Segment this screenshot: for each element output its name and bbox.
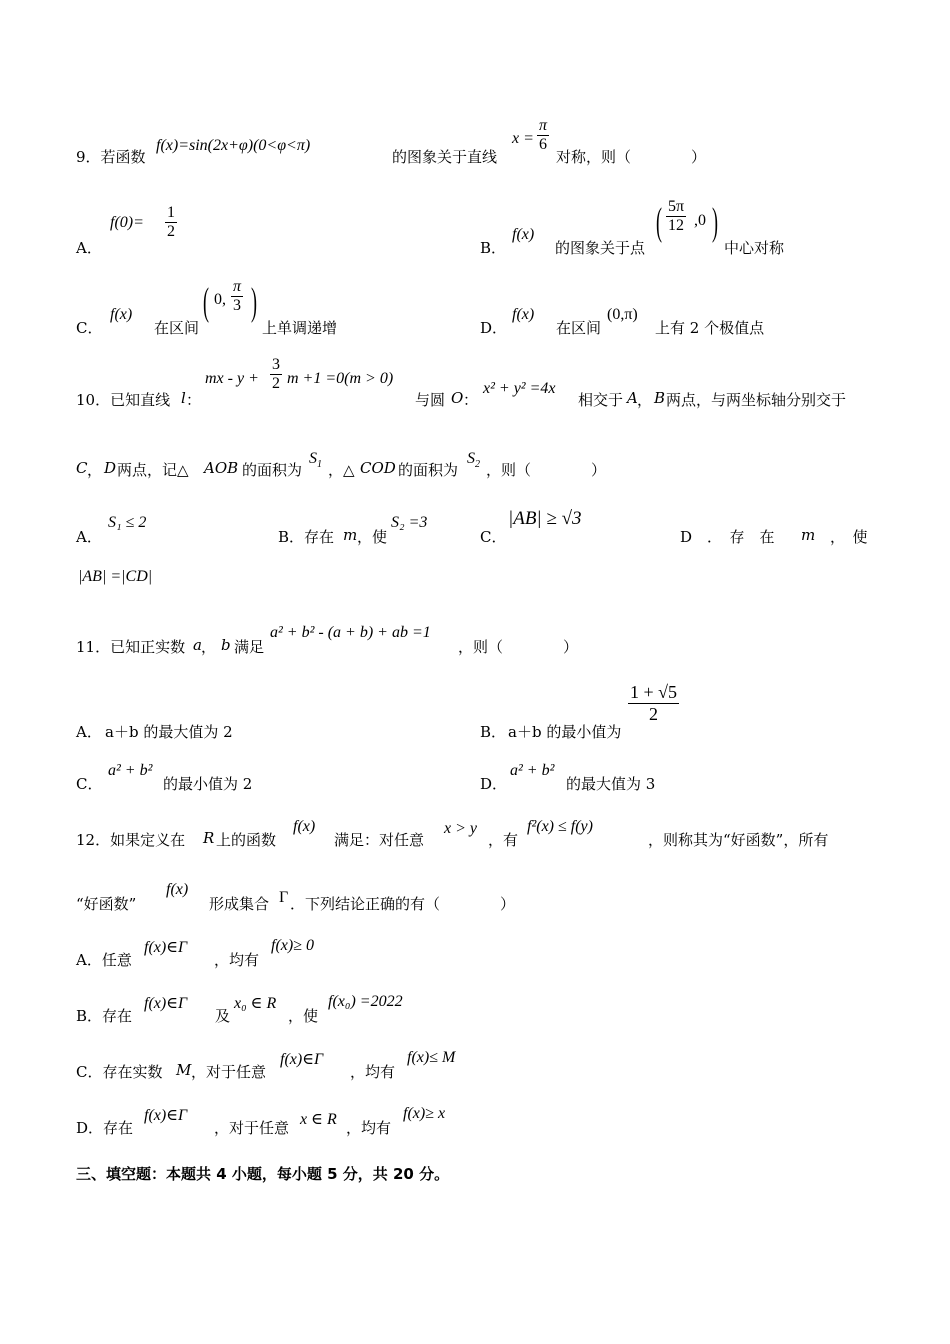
q12-option-d-label: D．存在: [76, 1119, 134, 1137]
q12-condition: x > y: [444, 820, 477, 837]
q9-option-d-interval: (0,π): [607, 306, 638, 323]
q12-option-c-label: C．存在实数: [76, 1063, 163, 1081]
q9-option-b-rparen: ): [712, 199, 718, 244]
q11-text: 满足: [234, 638, 265, 656]
q9-option-c-func: f(x): [110, 306, 133, 323]
q9-tail: 对称，则（ ）: [556, 148, 707, 166]
q9-option-b-text2: 中心对称: [724, 239, 785, 257]
q10-option-d-expr: |AB| =|CD|: [78, 568, 153, 585]
q10-option-d-label: D ． 存 在: [680, 528, 790, 546]
q10-S2: [467, 450, 480, 470]
q12-number: 12．如果定义在: [76, 831, 186, 849]
q11-option-d-label: D．: [480, 775, 508, 793]
q10-comma1: ，: [637, 391, 653, 409]
q9-option-d-label: D．: [480, 319, 508, 337]
q12-line2-c: ．下列结论正确的有（ ）: [290, 895, 516, 913]
q10-COD: COD: [360, 459, 396, 477]
q12-line2-b: 形成集合: [209, 895, 270, 913]
q10-S2-letter: S: [467, 450, 475, 467]
q10-text3: ，△: [328, 461, 355, 479]
q9-c-num: π: [231, 278, 243, 297]
q11-option-d-text: 的最大值为 3: [566, 775, 656, 793]
q11-option-c-text: 的最小值为 2: [163, 775, 253, 793]
q12-option-d-text: ，对于任意: [214, 1119, 290, 1137]
q10-option-b-label: B．存在: [278, 528, 335, 546]
q11-option-b-label: B．: [480, 723, 507, 741]
q10-colon2: ：: [463, 391, 479, 409]
q11-expr: a² + b² - (a + b) + ab =1: [270, 624, 431, 641]
q10-S1: [309, 450, 322, 470]
q11-option-a-text: a＋b 的最大值为 2: [105, 723, 233, 741]
q10-option-b-m: m: [343, 526, 358, 544]
q9-mid-text: 的图象关于直线: [392, 148, 498, 166]
q12-option-d-expr2: x ∈ R: [300, 1111, 337, 1128]
q9-option-c-label: C．: [76, 319, 103, 337]
q12-text2: 满足：对任意: [334, 831, 425, 849]
q9-option-b-text1: 的图象关于点: [555, 239, 646, 257]
q10-point-B: B: [654, 389, 666, 407]
q10-S1-sub: 1: [317, 459, 322, 471]
q12-option-c-text: ，对于任意: [191, 1063, 267, 1081]
q10-option-c-label: C．: [480, 528, 507, 546]
q10-option-c-expr: |AB| ≥ √3: [508, 508, 582, 529]
q9-b-num: 5π: [666, 198, 686, 217]
q12-option-d-expr: f(x)∈Γ: [144, 1107, 188, 1124]
q9-b-den: 12: [668, 217, 685, 235]
q11-b-den: 2: [649, 703, 659, 724]
q10-S1-letter: S: [309, 450, 317, 467]
q9-option-c-rparen: ): [251, 279, 257, 324]
q9-a-den: 2: [167, 223, 175, 241]
q12-option-a-label: A．任意: [76, 951, 132, 969]
q10-text4: 的面积为: [398, 461, 459, 479]
q10-option-b-expr: S₂ =3: [391, 514, 428, 531]
q11-option-d-expr: a² + b²: [510, 762, 555, 779]
q12-option-c-text2: ，均有: [350, 1063, 396, 1081]
q10-number: 10．已知直线: [76, 391, 171, 409]
q9-option-b-lparen: (: [656, 199, 662, 244]
q10-S2-sub: 2: [475, 459, 480, 471]
q10-option-a-expr: S₁ ≤ 2: [108, 514, 147, 531]
q9-axis-lhs: x =: [512, 130, 534, 147]
section-3-heading: 三、填空题：本题共 4 小题，每小题 5 分，共 20 分。: [76, 1165, 450, 1183]
q9-axis-fraction: [537, 117, 549, 155]
q12-text4: ，则称其为“好函数”，所有: [648, 831, 829, 849]
q10-line-eq-b: m +1 =0(m > 0): [287, 370, 394, 387]
q10-tail2: 两点，与两坐标轴分别交于: [666, 391, 847, 409]
q10-point-D: D: [104, 459, 117, 477]
q10-tail-text: 相交于: [578, 391, 624, 409]
q10-option-d-m: m: [801, 526, 816, 544]
q10-circle-text: 与圆: [415, 391, 446, 409]
q9-axis-den: 6: [539, 136, 547, 154]
q12-gamma: Γ: [279, 889, 289, 906]
q12-option-c-M: M: [176, 1061, 192, 1079]
q10-line-fraction: [270, 356, 282, 394]
q12-option-a-expr: f(x)∈Γ: [144, 939, 188, 956]
q10-circle-O: O: [451, 389, 464, 407]
q11-option-b-fraction: [628, 682, 679, 724]
q10-comma2: ，: [87, 461, 103, 479]
q12-f: f(x): [293, 818, 316, 835]
q12-option-d-text2: ，均有: [346, 1119, 392, 1137]
q9-function: f(x)=sin(2x+φ)(0<φ<π): [156, 137, 311, 154]
q9-option-d-text2: 上有 2 个极值点: [655, 319, 765, 337]
q11-comma: ，: [201, 638, 217, 656]
q9-option-a-fraction: [165, 204, 177, 242]
q10-option-b-text: ，使: [357, 528, 388, 546]
q12-inequality: f²(x) ≤ f(y): [527, 818, 593, 835]
q10-line2-tail: ，则（ ）: [486, 461, 607, 479]
q12-option-a-text: ，均有: [214, 951, 260, 969]
q9-option-c-text1: 在区间: [154, 319, 200, 337]
q11-option-c-label: C．: [76, 775, 103, 793]
q11-b-num: 1 + √5: [630, 682, 678, 702]
q12-option-b-label: B．存在: [76, 1007, 133, 1025]
q9-option-a-expr: f(0)=: [110, 214, 144, 231]
q9-option-b-label: B．: [480, 239, 507, 257]
q11-option-c-expr: a² + b²: [108, 762, 153, 779]
q9-option-a-label: A．: [76, 239, 102, 257]
q9-option-c-text2: 上单调递增: [262, 319, 338, 337]
q12-line2-f: f(x): [166, 881, 189, 898]
q12-option-b-expr: f(x)∈Γ: [144, 995, 188, 1012]
q9-a-num: 1: [165, 204, 177, 223]
q12-option-a-expr2: f(x)≥ 0: [271, 937, 314, 954]
q10-line-den: 2: [272, 375, 280, 393]
q11-option-a-label: A．: [76, 723, 102, 741]
q12-option-d-expr3: f(x)≥ x: [403, 1105, 446, 1122]
q12-text3: ，有: [488, 831, 519, 849]
q11-a: a: [193, 636, 202, 654]
q9-option-c-lparen: (: [203, 279, 209, 324]
q10-option-d-text: ， 使: [815, 528, 868, 546]
q9-number: 9．若函数: [76, 148, 146, 166]
q10-option-a-label: A．: [76, 528, 102, 546]
q10-AOB: AOB: [204, 459, 239, 477]
q11-tail: ，则（ ）: [458, 638, 579, 656]
q12-line2-a: “好函数”: [76, 895, 137, 913]
q9-c-den: 3: [233, 297, 241, 315]
q10-colon: ：: [186, 391, 202, 409]
q9-option-c-pre: 0,: [214, 291, 226, 308]
q9-option-d-func: f(x): [512, 306, 535, 323]
q9-option-b-after: ,0: [694, 212, 706, 229]
q12-option-c-expr: f(x)∈Γ: [280, 1051, 324, 1068]
q12-R: R: [203, 829, 215, 847]
q9-option-c-fraction: [231, 278, 243, 316]
q10-point-A: A: [627, 389, 638, 407]
q12-text1: 上的函数: [216, 831, 277, 849]
q9-option-b-fraction: [666, 198, 686, 236]
q9-axis-num: π: [537, 117, 549, 136]
q12-option-b-expr3: f(x₀) =2022: [328, 993, 403, 1010]
q11-b: b: [221, 636, 231, 654]
q12-option-b-text: 及: [215, 1007, 231, 1025]
q12-option-b-expr2: x₀ ∈ R: [234, 995, 277, 1012]
q10-text2: 的面积为: [242, 461, 303, 479]
q11-option-b-text: a＋b 的最小值为: [508, 723, 622, 741]
q10-circle-eq: x² + y² =4x: [483, 380, 556, 397]
q10-point-C: C: [76, 459, 88, 477]
q9-option-b-func: f(x): [512, 226, 535, 243]
q10-text1: 两点，记△: [117, 461, 189, 479]
q12-option-c-expr2: f(x)≤ M: [407, 1049, 456, 1066]
q10-line-l: l: [181, 389, 186, 407]
q12-option-b-text2: ，使: [288, 1007, 319, 1025]
q10-line-eq-a: mx - y +: [205, 370, 259, 387]
q10-line-num: 3: [270, 356, 282, 375]
q9-option-d-text1: 在区间: [556, 319, 602, 337]
q11-number: 11．已知正实数: [76, 638, 186, 656]
